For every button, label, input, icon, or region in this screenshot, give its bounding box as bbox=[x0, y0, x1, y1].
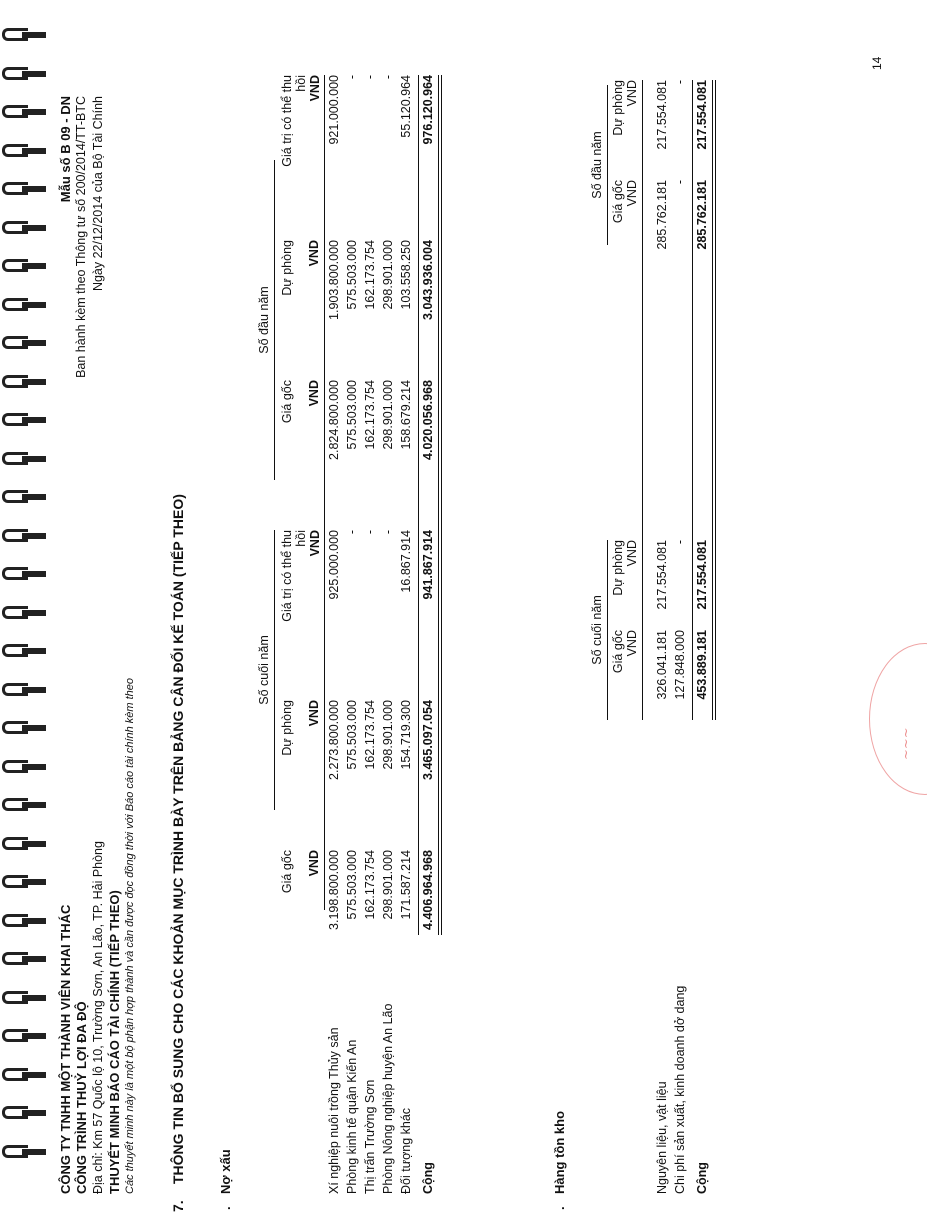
bad-debt-cell: 162.173.754 bbox=[363, 240, 377, 310]
inventory-unit: VND bbox=[625, 540, 639, 567]
bad-debt-group-end: Số cuối năm bbox=[257, 635, 271, 705]
binding-ring bbox=[2, 952, 46, 965]
binding-ring bbox=[2, 875, 46, 888]
report-title: THUYẾT MINH BÁO CÁO TÀI CHÍNH (TIẾP THEO) bbox=[107, 890, 122, 1194]
bad-debt-cell: 921.000.000 bbox=[327, 75, 341, 145]
bad-debt-total-cell: 4.020.056.968 bbox=[421, 380, 435, 460]
bad-debt-col-header: Giá trị có thể thu bbox=[280, 530, 294, 622]
bad-debt-cell: 16.867.914 bbox=[399, 530, 413, 593]
inventory-group-begin: Số đầu năm bbox=[590, 131, 604, 199]
section-title: THÔNG TIN BỔ SUNG CHO CÁC KHOẢN MỤC TRÌNH BÀY TRÊN BẢNG CÂN ĐỐI KẾ TOÁN (TIẾP THEO) bbox=[170, 494, 186, 1184]
binding-ring bbox=[2, 529, 46, 542]
inventory-cell: - bbox=[673, 540, 687, 545]
binding-ring bbox=[2, 490, 46, 503]
binding-ring bbox=[2, 1106, 46, 1119]
binding-ring bbox=[2, 798, 46, 811]
signature-scribble: ~~~ bbox=[899, 727, 914, 760]
bad-debt-cell: 2.824.800.000 bbox=[327, 380, 341, 460]
bad-debt-total-rule bbox=[418, 75, 419, 935]
inventory-cell: 326.041.181 bbox=[655, 630, 669, 700]
bad-debt-col-header: Giá gốc bbox=[280, 380, 294, 424]
bad-debt-total-cell: 4.406.964.968 bbox=[421, 850, 435, 930]
inventory-total-cell: 217.554.081 bbox=[695, 80, 709, 150]
bad-debt-cell: 103.558.250 bbox=[399, 240, 413, 310]
bad-debt-cell: 298.901.000 bbox=[381, 700, 395, 770]
bad-debt-group-begin-rule bbox=[274, 160, 275, 480]
company-name-line2: CÔNG TRÌNH THUỶ LỢI ĐA ĐỘ bbox=[74, 1001, 89, 1194]
binding-ring bbox=[2, 28, 46, 41]
inventory-cell: 127.848.000 bbox=[673, 630, 687, 700]
bad-debt-row-label: Đối tượng khác bbox=[399, 1107, 413, 1194]
bad-debt-marker: . bbox=[218, 1206, 233, 1210]
binding-ring bbox=[2, 914, 46, 927]
bad-debt-unit: VND bbox=[307, 700, 321, 727]
bad-debt-total-cell: 3.043.936.004 bbox=[421, 240, 435, 320]
inventory-group-begin-rule bbox=[607, 85, 608, 245]
bad-debt-cell: - bbox=[345, 530, 359, 535]
binding-ring bbox=[2, 1068, 46, 1081]
red-stamp bbox=[869, 643, 927, 795]
inventory-col-header: Giá gốc bbox=[611, 180, 625, 224]
bad-debt-cell: 575.503.000 bbox=[345, 380, 359, 450]
bad-debt-group-end-rule bbox=[274, 530, 275, 810]
bad-debt-cell: - bbox=[363, 75, 377, 80]
binding-ring bbox=[2, 991, 46, 1004]
bad-debt-total-cell: 941.867.914 bbox=[421, 530, 435, 600]
binding-ring bbox=[2, 105, 46, 118]
bad-debt-cell: 162.173.754 bbox=[363, 380, 377, 450]
bad-debt-unit: VND bbox=[308, 75, 322, 102]
bad-debt-header-rule bbox=[324, 75, 325, 910]
bad-debt-cell: 3.198.800.000 bbox=[327, 850, 341, 930]
bad-debt-col-header-cont: hồi bbox=[294, 530, 308, 547]
company-name-line1: CÔNG TY TNHH MỘT THÀNH VIÊN KHAI THÁC bbox=[58, 904, 73, 1194]
bad-debt-cell: 298.901.000 bbox=[381, 380, 395, 450]
bad-debt-cell: - bbox=[381, 75, 395, 80]
bad-debt-cell: 925.000.000 bbox=[327, 530, 341, 600]
inventory-total-label: Cộng bbox=[695, 1162, 709, 1194]
form-regulation: Ban hành kèm theo Thông tư số 200/2014/TT-BTC bbox=[74, 96, 88, 378]
document-page bbox=[54, 0, 927, 1212]
bad-debt-row-label: Thị trấn Trường Sơn bbox=[363, 1079, 377, 1194]
bad-debt-group-begin: Số đầu năm bbox=[257, 286, 271, 354]
bad-debt-cell: 575.503.000 bbox=[345, 240, 359, 310]
bad-debt-cell: - bbox=[345, 75, 359, 80]
inventory-col-header: Dự phòng bbox=[611, 540, 625, 596]
inventory-col-header: Dự phòng bbox=[611, 80, 625, 136]
inventory-title: Hàng tồn kho bbox=[552, 1110, 567, 1194]
page-number: 14 bbox=[870, 56, 884, 70]
binding-ring bbox=[2, 221, 46, 234]
company-address: Địa chỉ: Km 57 Quốc lộ 10, Trường Sơn, An Lão, TP. Hải Phòng bbox=[91, 841, 105, 1194]
bad-debt-cell: - bbox=[381, 530, 395, 535]
bad-debt-total-label: Cộng bbox=[421, 1162, 435, 1194]
inventory-row-label: Nguyên liệu, vật liệu bbox=[655, 1081, 669, 1194]
bad-debt-unit: VND bbox=[307, 380, 321, 407]
bad-debt-cell: 298.901.000 bbox=[381, 850, 395, 920]
inventory-unit: VND bbox=[625, 80, 639, 107]
bad-debt-cell: 171.587.214 bbox=[399, 850, 413, 920]
bad-debt-cell: 575.503.000 bbox=[345, 700, 359, 770]
bad-debt-col-header: Giá trị có thể thu bbox=[280, 75, 294, 167]
binding-ring bbox=[2, 336, 46, 349]
binding-ring bbox=[2, 67, 46, 80]
bad-debt-total-double-rule bbox=[438, 75, 442, 935]
binding-ring bbox=[2, 298, 46, 311]
inventory-cell: 217.554.081 bbox=[655, 80, 669, 150]
binding-ring bbox=[2, 452, 46, 465]
inventory-cell: - bbox=[673, 80, 687, 85]
inventory-marker: . bbox=[552, 1206, 567, 1210]
bad-debt-unit: VND bbox=[307, 850, 321, 877]
inventory-cell: - bbox=[673, 180, 687, 185]
binding-ring bbox=[2, 182, 46, 195]
binding-ring bbox=[2, 837, 46, 850]
bad-debt-total-cell: 976.120.964 bbox=[421, 75, 435, 145]
inventory-unit: VND bbox=[625, 180, 639, 207]
form-date: Ngày 22/12/2014 của Bộ Tài Chính bbox=[91, 96, 105, 292]
bad-debt-total-cell: 3.465.097.054 bbox=[421, 700, 435, 780]
inventory-group-end-rule bbox=[607, 540, 608, 720]
binding-ring bbox=[2, 375, 46, 388]
bad-debt-cell: 298.901.000 bbox=[381, 240, 395, 310]
inventory-total-cell: 285.762.181 bbox=[695, 180, 709, 250]
binding-ring bbox=[2, 760, 46, 773]
inventory-total-rule bbox=[692, 80, 693, 720]
bad-debt-col-header-cont: hồi bbox=[294, 75, 308, 92]
inventory-total-cell: 453.889.181 bbox=[695, 630, 709, 700]
bad-debt-cell: 2.273.800.000 bbox=[327, 700, 341, 780]
binding-ring bbox=[2, 1145, 46, 1158]
binding-ring bbox=[2, 683, 46, 696]
inventory-row-label: Chi phí sản xuất, kinh doanh dở dang bbox=[673, 985, 687, 1194]
inventory-total-double-rule bbox=[712, 80, 716, 720]
inventory-group-end: Số cuối năm bbox=[590, 595, 604, 665]
binding-ring bbox=[2, 567, 46, 580]
bad-debt-cell: - bbox=[363, 530, 377, 535]
bad-debt-cell: 158.679.214 bbox=[399, 380, 413, 450]
bad-debt-row-label: Xí nghiệp nuôi trồng Thủy sản bbox=[327, 1027, 341, 1194]
binding-ring bbox=[2, 144, 46, 157]
bad-debt-row-label: Phòng Nông nghiệp huyện An Lão bbox=[381, 1003, 395, 1194]
binding-ring bbox=[2, 413, 46, 426]
section-number: 7. bbox=[170, 1200, 186, 1212]
binding-ring bbox=[2, 644, 46, 657]
bad-debt-row-label: Phòng kinh tế quận Kiến An bbox=[345, 1039, 359, 1194]
bad-debt-col-header: Dự phòng bbox=[280, 240, 294, 296]
inventory-unit: VND bbox=[625, 630, 639, 657]
inventory-cell: 285.762.181 bbox=[655, 180, 669, 250]
inventory-cell: 217.554.081 bbox=[655, 540, 669, 610]
form-code: Mẫu số B 09 - DN bbox=[58, 96, 73, 203]
report-note: Các thuyết minh này là một bộ phận hợp thành và cần được đọc đồng thời với Báo cáo tài chính kèm theo bbox=[124, 677, 136, 1194]
bad-debt-title: Nợ xấu bbox=[218, 1149, 233, 1194]
bad-debt-cell: 55.120.964 bbox=[399, 75, 413, 138]
binding-ring bbox=[2, 1029, 46, 1042]
binding-ring bbox=[2, 606, 46, 619]
inventory-header-rule bbox=[642, 80, 643, 720]
bad-debt-col-header: Giá gốc bbox=[280, 850, 294, 894]
binding-ring bbox=[2, 259, 46, 272]
bad-debt-col-header: Dự phòng bbox=[280, 700, 294, 756]
inventory-col-header: Giá gốc bbox=[611, 630, 625, 674]
binding-ring bbox=[2, 721, 46, 734]
bad-debt-cell: 575.503.000 bbox=[345, 850, 359, 920]
spiral-binding bbox=[0, 0, 50, 1200]
bad-debt-unit: VND bbox=[308, 530, 322, 557]
inventory-total-cell: 217.554.081 bbox=[695, 540, 709, 610]
bad-debt-cell: 154.719.300 bbox=[399, 700, 413, 770]
bad-debt-cell: 162.173.754 bbox=[363, 850, 377, 920]
bad-debt-cell: 1.903.800.000 bbox=[327, 240, 341, 320]
bad-debt-unit: VND bbox=[307, 240, 321, 267]
bad-debt-cell: 162.173.754 bbox=[363, 700, 377, 770]
